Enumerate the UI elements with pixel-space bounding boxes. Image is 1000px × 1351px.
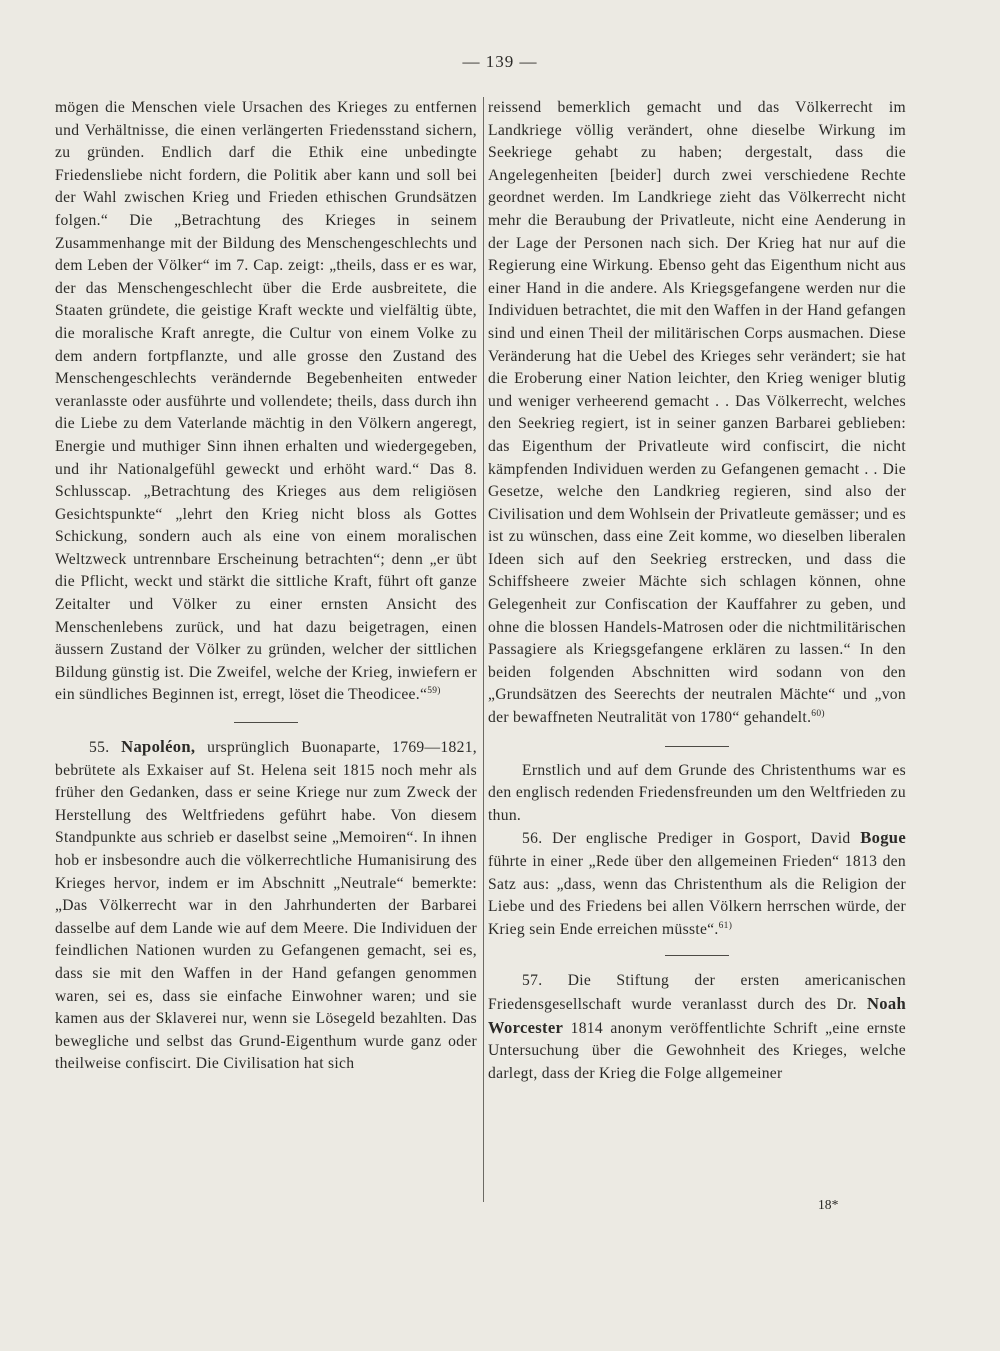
footnote-ref: 61) [718, 920, 733, 931]
paragraph-text: führte in einer „Rede über den allgemeinen Frieden“ 1813 den Satz aus: „dass, wenn das Christenthum als die Religion der Liebe und des Friedens bei allen Völkern herrschen würde, der Krieg sein Ende erreichen müsste“. [488, 853, 906, 938]
person-name: Bogue [860, 828, 906, 848]
paragraph-left-1 [55, 97, 477, 707]
paragraph-text: 56. Der englische Prediger in Gosport, David [522, 830, 851, 848]
paragraph-text: 57. Die Stiftung der ersten americanischen Friedensgesellschaft wurde veranlasst durch des Dr. [488, 972, 906, 1013]
page-number: — 139 — [462, 52, 538, 71]
paragraph-christenthum [488, 760, 906, 828]
paragraph-text: ursprünglich Buonaparte, 1769—1821, bebrütete als Exkaiser auf St. Helena seit 1815 noch mehr als früher den Gedanken, dass er seine Kriege nur zum Zweck der Herstellung des Weltfriedens geführt habe. Von diesem Standpunkte aus schrieb er daselbst seine „Memoiren“. In ihnen hob er insbesondre auch die völkerrechtliche Humanisirung des Krieges hervor, indem er im Abschnitt „Neutrale“ bemerkte: „Das Völkerrecht war in den Jahrhunderten der Barbarei dasselbe auf dem Lande wie auf dem Meere. Die Individuen der feindlichen Nationen wurden zu Gefangenen gemacht, sei es, dass sie mit den Waffen in der Hand gefangen genommen waren, sei es, dass sie einfache Einwohner waren; und sie kamen aus der Sklaverei nur, wenn sie Lösegeld bezahlten. Das bewegliche und selbst das Grund-Eigenthum wurde ganz oder theilweise confiscirt. Die Civilisation hat sich [55, 739, 477, 1073]
section-separator [665, 746, 729, 747]
person-name: Noah Worcester [488, 993, 906, 1037]
paragraph-napoleon [55, 736, 477, 1076]
paragraph-text: reissend bemerklich gemacht und das Völkerrecht im Landkriege völlig verändert, ohne dieselbe Wirkung im Seekriege gehabt zu haben; dergestalt, dass die Angelegenheiten [beider] durch zwei verschiedene Rechte geordnet werden. Im Landkriege zieht das Völkerrecht nicht mehr die Beraubung der Privatleute, nicht eine Aenderung in der Lage der Personen nach sich. Der Krieg hat nur auf die Regierung eine Wirkung. Ebenso geht das Eigenthum nicht aus einer Hand in die andere. Als Kriegsgefangene werden nur die Individuen betrachtet, die mit den Waffen in der Hand gefangen sind und einen Theil der militärischen Corps ausmachen. Diese Veränderung hat die Uebel des Krieges sehr verändert; sie hat die Eroberung einer Nation leichter, den Krieg weniger blutig und weniger verheerend gemacht . . Das Völkerrecht, welches den Seekrieg regiert, ist in seiner ganzen Barbarei geblieben: das Eigenthum der Privatleute wird confiscirt, die nicht kämpfenden Individuen werden zu Gefangenen gemacht . . Die Gesetze, welche den Landkrieg regieren, sind also der Civilisation und dem Wohlsein der Privatleute gemässer; und es ist zu wünschen, dass eine Zeit komme, wo dieselben liberalen Ideen sich auf den Seekrieg erstrecken, und dass die Schiffsheere zweier Mächte sich schlagen können, ohne Gelegenheit zur Confiscation der Kauffahrer zu geben, und ohne die blossen Handels-Matrosen oder die nichtmilitärischen Passagiere als Kriegsgefangene erklären zu lassen.“ In den beiden folgenden Abschnitten wird sodann von den „Grundsätzen des Seerechts der neutralen Mächte“ und „von der bewaffneten Neutralität von 1780“ gehandelt. [488, 99, 906, 727]
signature-mark: 18* [818, 1197, 839, 1212]
footnote-ref: 60) [811, 708, 825, 719]
paragraph-text: 1814 anonym veröffentlichte Schrift „eine ernste Untersuchung über die Gewohnheit des Krieges, welche darlegt, dass der Krieg die Folge allgemeiner [488, 1019, 906, 1082]
person-name: Napoléon, [121, 737, 196, 757]
paragraph-text: Ernstlich und auf dem Grunde des Christenthums war es den englisch redenden Friedensfreunden um den Weltfrieden zu thun. [488, 761, 906, 824]
footnote-ref: 59) [427, 686, 441, 697]
section-number: 55. [89, 739, 110, 757]
paragraph-right-1 [488, 97, 906, 730]
right-column [488, 97, 906, 1085]
section-separator [234, 722, 298, 723]
left-column [55, 97, 477, 1076]
paragraph-worcester [488, 970, 906, 1085]
paragraph-text: mögen die Menschen viele Ursachen des Krieges zu entfernen und Verhältnisse, die einen verlängerten Friedensstand sichern, zu gründen. Endlich darf die Ethik eine unbedingte Friedensliebe nicht fordern, die Politik aber kann und soll bei der Wahl zwischen Krieg und Frieden ethischen Grundsätzen folgen.“ Die „Betrachtung des Krieges in seinem Zusammenhange mit der Bildung des Menschengeschlechts und dem Leben der Völker“ im 7. Cap. zeigt: „theils, dass er es war, der das Menschengeschlecht über die Erde ausbreitete, die Staaten gründete, die geistige Kraft weckte und vielfältig übte, die moralische Kraft anregte, die Cultur von einem Volke zu dem andern fortpflanzte, und alle grosse den Zustand des Menschengeschlechts verändernde Begebenheiten entweder veranlasste oder ausführte und vollendete; theils, dass durch ihn die Liebe zu dem Vaterlande mächtig in den Völkern angeregt, Energie und muthiger Sinn ihnen erhalten und wiedergegeben, und ihr Nationalgefühl geweckt und erhöht ward.“ Das 8. Schlusscap. „Betrachtung des Krieges aus dem religiösen Gesichtspunkte“ „lehrt den Krieg nicht bloss als Gottes Schickung, sondern auch als eine von einem moralischen Weltzweck untrennbare Erscheinung betrachten“; denn „er übt die Pflicht, weckt und stärkt die sittliche Kraft, führt oft ganze Zeitalter und Völker zu einer ernsten Ansicht des Menschenlebens zurück, und hat dazu beigetragen, einen äussern Zustand der Völker zu gründen, welcher der sittlichen Bildung günstig ist. Die Zweifel, welche der Krieg, inwiefern er ein sündliches Beginnen ist, erregt, löset die Theodicee.“ [55, 99, 477, 704]
paragraph-bogue [488, 827, 906, 941]
column-divider [483, 97, 484, 1202]
section-separator [665, 955, 729, 956]
